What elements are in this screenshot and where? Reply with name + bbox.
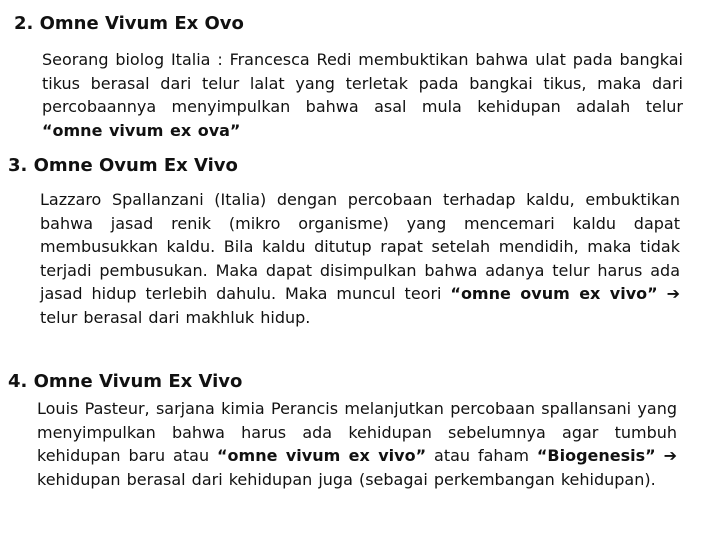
section-paragraph (42, 48, 683, 142)
paragraph-bold-term: “omne vivum ex vivo” (217, 446, 427, 465)
paragraph-bold-term: “omne vivum ex ova” (42, 120, 241, 140)
paragraph-text-after: telur berasal dari makhluk hidup. (40, 307, 311, 327)
paragraph-text-mid: atau faham (426, 446, 537, 465)
paragraph-bold-term-2: “Biogenesis” (536, 446, 656, 465)
arrow-right-icon: ➔ (666, 284, 680, 303)
paragraph-bold-term: “omne ovum ex vivo” (450, 284, 658, 303)
paragraph-text: Lazzaro Spallanzani (Italia) dengan percobaan terhadap kaldu, embuktikan bahwa jasad renik (mikro organisme) yang mencemari kaldu dapat membusukkan kaldu. Bila kaldu ditutup rapat setelah mendidih, maka tidak terjadi pembusukan. Maka dapat disimpulkan bahwa adanya telur harus ada jasad hidup terlebih dahulu. Maka muncul teori (40, 190, 680, 303)
section-paragraph (40, 188, 680, 329)
paragraph-text-after: kehidupan berasal dari kehidupan juga (sebagai perkembangan kehidupan). (37, 469, 656, 489)
arrow-right-icon: ➔ (663, 446, 678, 465)
paragraph-text: Louis Pasteur, sarjana kimia Perancis melanjutkan percobaan spallansani yang menyimpulkan bahwa harus ada kehidupan sebelumnya agar tumbuh kehidupan baru atau (37, 399, 677, 465)
section-paragraph (37, 397, 677, 491)
section-heading: 3. Omne Ovum Ex Vivo (8, 155, 238, 176)
section-heading: 4. Omne Vivum Ex Vivo (8, 371, 243, 392)
paragraph-text: Seorang biolog Italia : Francesca Redi membuktikan bahwa ulat pada bangkai tikus berasal dari telur lalat yang terletak pada bangkai tikus, maka dari percobaannya menyimpulkan bahwa asal mula kehidupan adalah telur (42, 50, 683, 116)
section-heading: 2. Omne Vivum Ex Ovo (14, 13, 244, 34)
